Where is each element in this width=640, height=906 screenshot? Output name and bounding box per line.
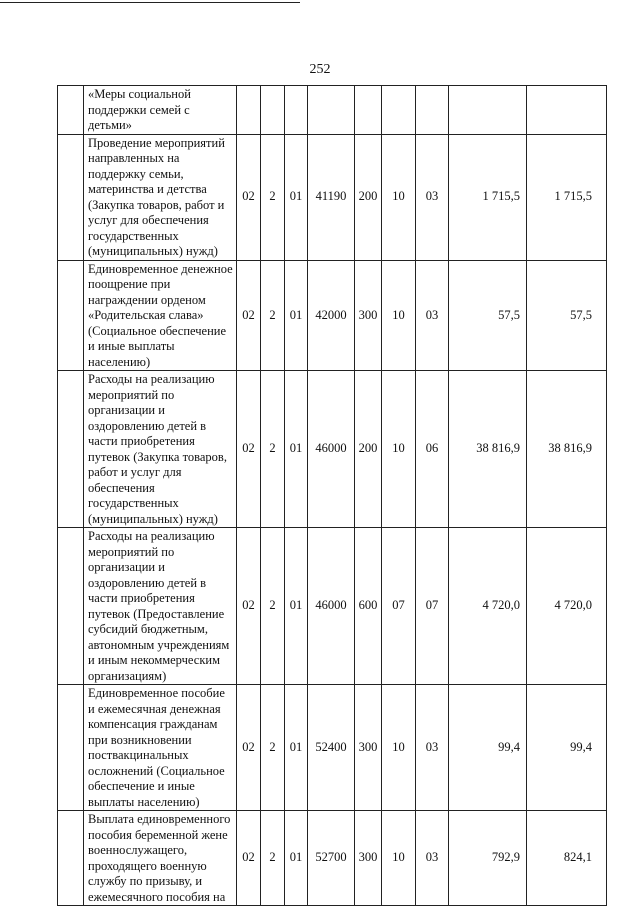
amount-cell: 38 816,9 [527, 371, 607, 528]
row-number-cell [58, 371, 84, 528]
code-cell: 2 [261, 134, 285, 260]
code-cell: 01 [285, 134, 308, 260]
code-cell: 02 [237, 685, 261, 811]
row-number-cell [58, 134, 84, 260]
code-cell: 300 [355, 685, 382, 811]
amount-cell [449, 86, 527, 135]
amount-cell: 99,4 [449, 685, 527, 811]
row-name: Единовременное пособие и ежемесячная денежная компенсация гражданам при возникновении поствакцинальных осложнений (Социальное обеспечение и иные выплаты населению) [84, 685, 237, 811]
budget-table [57, 85, 607, 906]
code-cell: 03 [416, 685, 449, 811]
code-cell: 01 [285, 260, 308, 371]
code-cell: 300 [355, 811, 382, 906]
code-cell: 02 [237, 811, 261, 906]
table-row [58, 86, 607, 135]
amount-cell: 792,9 [449, 811, 527, 906]
code-cell: 01 [285, 685, 308, 811]
code-cell: 02 [237, 371, 261, 528]
code-cell: 01 [285, 528, 308, 685]
amount-cell: 4 720,0 [527, 528, 607, 685]
row-name: Проведение мероприятий направленных на поддержку семьи, материнства и детства (Закупка товаров, работ и услуг для обеспечения государственных (муниципальных) нужд) [84, 134, 237, 260]
code-cell [382, 86, 416, 135]
code-cell [285, 86, 308, 135]
code-cell: 52400 [308, 685, 355, 811]
code-cell: 03 [416, 134, 449, 260]
code-cell [237, 86, 261, 135]
row-number-cell [58, 86, 84, 135]
table-row [58, 685, 607, 811]
code-cell: 52700 [308, 811, 355, 906]
table-row [58, 811, 607, 906]
page-number: 252 [309, 62, 331, 77]
row-name: Единовременное денежное поощрение при награждении орденом «Родительская слава» (Социальное обеспечение и иные выплаты населению) [84, 260, 237, 371]
code-cell: 01 [285, 811, 308, 906]
code-cell: 2 [261, 811, 285, 906]
table-row [58, 260, 607, 371]
code-cell: 2 [261, 371, 285, 528]
row-number-cell [58, 260, 84, 371]
amount-cell: 57,5 [527, 260, 607, 371]
row-number-cell [58, 685, 84, 811]
code-cell: 02 [237, 528, 261, 685]
row-name: «Меры социальной поддержки семей с детьми» [84, 86, 237, 135]
table-row [58, 371, 607, 528]
code-cell: 02 [237, 134, 261, 260]
code-cell: 2 [261, 685, 285, 811]
code-cell: 10 [382, 260, 416, 371]
code-cell [261, 86, 285, 135]
amount-cell [527, 86, 607, 135]
row-number-cell [58, 811, 84, 906]
row-number-cell [58, 528, 84, 685]
code-cell: 01 [285, 371, 308, 528]
table-row [58, 134, 607, 260]
code-cell: 10 [382, 134, 416, 260]
code-cell: 42000 [308, 260, 355, 371]
code-cell: 46000 [308, 371, 355, 528]
row-name: Выплата единовременного пособия беременной жене военнослужащего, проходящего военную службу по призыву, и ежемесячного пособия на [84, 811, 237, 906]
code-cell: 03 [416, 811, 449, 906]
code-cell [308, 86, 355, 135]
amount-cell: 99,4 [527, 685, 607, 811]
code-cell: 46000 [308, 528, 355, 685]
code-cell: 41190 [308, 134, 355, 260]
amount-cell: 824,1 [527, 811, 607, 906]
code-cell: 300 [355, 260, 382, 371]
code-cell: 600 [355, 528, 382, 685]
code-cell: 2 [261, 260, 285, 371]
code-cell: 07 [382, 528, 416, 685]
amount-cell: 4 720,0 [449, 528, 527, 685]
row-name: Расходы на реализацию мероприятий по организации и оздоровлению детей в части приобретения путевок (Предоставление субсидий бюджетным, автономным учреждениям и иным некоммерческим организациям) [84, 528, 237, 685]
amount-cell: 57,5 [449, 260, 527, 371]
code-cell: 10 [382, 371, 416, 528]
table-row [58, 528, 607, 685]
top-rule [0, 2, 300, 3]
code-cell: 10 [382, 811, 416, 906]
code-cell: 200 [355, 371, 382, 528]
code-cell: 06 [416, 371, 449, 528]
amount-cell: 1 715,5 [449, 134, 527, 260]
row-name: Расходы на реализацию мероприятий по организации и оздоровлению детей в части приобретения путевок (Закупка товаров, работ и услуг для обеспечения государственных (муниципальных) нужд) [84, 371, 237, 528]
code-cell: 2 [261, 528, 285, 685]
amount-cell: 1 715,5 [527, 134, 607, 260]
code-cell: 200 [355, 134, 382, 260]
code-cell: 03 [416, 260, 449, 371]
code-cell: 07 [416, 528, 449, 685]
code-cell [355, 86, 382, 135]
code-cell: 10 [382, 685, 416, 811]
amount-cell: 38 816,9 [449, 371, 527, 528]
code-cell [416, 86, 449, 135]
code-cell: 02 [237, 260, 261, 371]
